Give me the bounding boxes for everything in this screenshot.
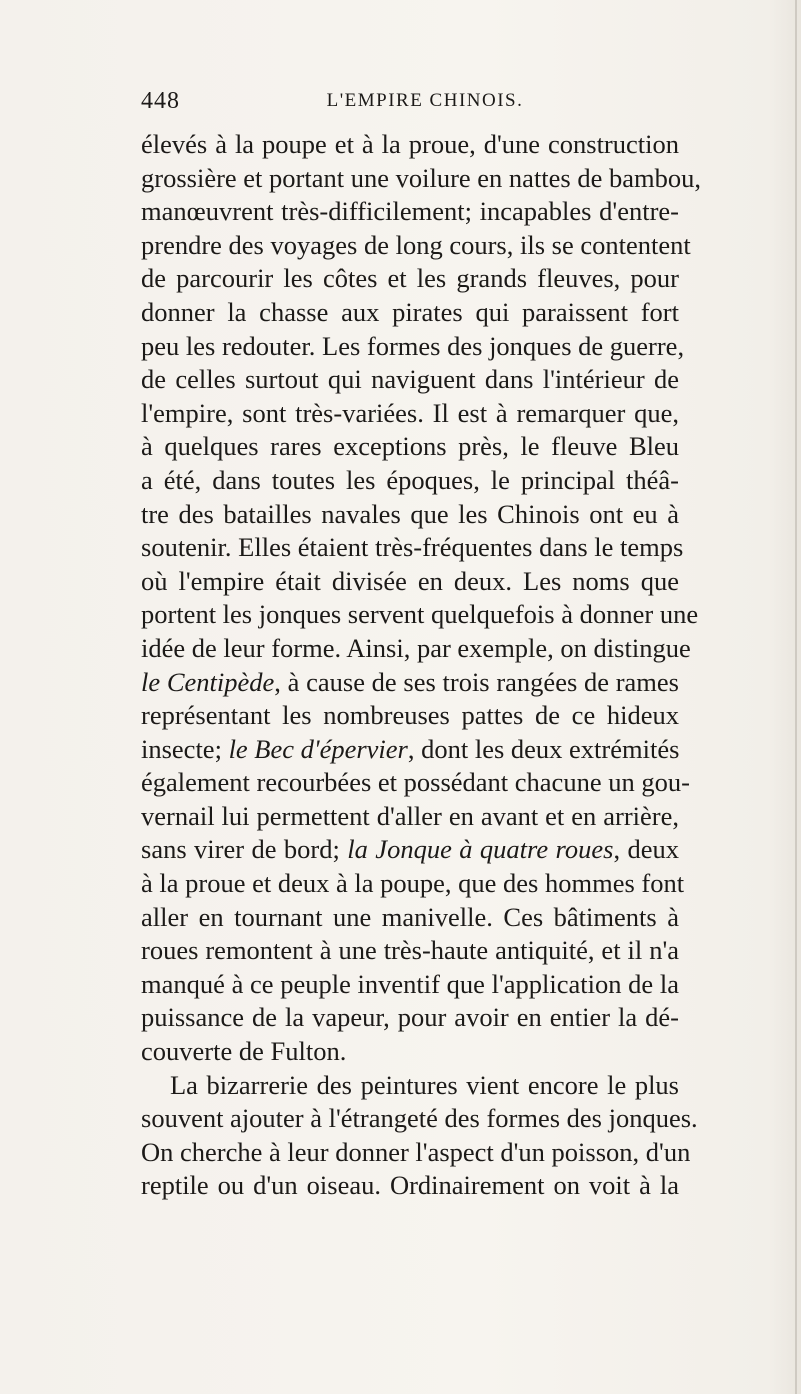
text-line: donner la chasse aux pirates qui paraissent fort <box>141 296 679 327</box>
text-line: où l'empire était divisée en deux. Les noms que <box>141 565 679 596</box>
text-line: grossière et portant une voilure en nattes de bambou, <box>141 162 702 193</box>
text-line: de parcourir les côtes et les grands fleuves, pour <box>141 263 679 294</box>
text-line: manœuvrent très-difficilement; incapables d'entre- <box>141 196 679 227</box>
text-line: également recourbées et possédant chacune un gou- <box>141 767 690 798</box>
ship-name-centipede: le Centipède <box>141 666 275 697</box>
running-head: L'EMPIRE CHINOIS. <box>326 90 524 111</box>
text-line: élevés à la poupe et à la proue, d'une construction <box>141 129 679 159</box>
text-line: à quelques rares exceptions près, le fleuve Bleu <box>141 431 679 462</box>
paragraph-start: La bizarrerie des peintures vient encore le plus <box>170 1069 679 1100</box>
text-line: prendre des voyages de long cours, ils se contentent <box>141 229 691 260</box>
text-line: à la proue et deux à la poupe, que des hommes font <box>141 868 685 899</box>
text-line <box>141 666 679 700</box>
text-line: a été, dans toutes les époques, le principal théâ- <box>141 464 679 495</box>
text-segment: , dont les deux extrémités <box>407 733 680 764</box>
text-line <box>141 833 679 867</box>
text-line: tre des batailles navales que les Chinois ont eu à <box>141 498 679 529</box>
text-line: peu les redouter. Les formes des jonques de guerre, <box>141 330 685 361</box>
text-line <box>141 733 679 767</box>
text-line: l'empire, sont très-variées. Il est à remarquer que, <box>141 397 679 428</box>
text-segment: sans virer de bord; <box>141 834 348 865</box>
text-segment: insecte; <box>141 733 229 764</box>
text-line: vernail lui permettent d'aller en avant et en arrière, <box>141 800 679 831</box>
text-line: de celles surtout qui naviguent dans l'intérieur de <box>141 364 679 395</box>
text-line: reptile ou d'un oiseau. Ordinairement on voit à la <box>141 1170 679 1201</box>
text-line: roues remontent à une très-haute antiquité, et il n'a <box>141 935 679 966</box>
text-line: On cherche à leur donner l'aspect d'un poisson, d'un <box>141 1136 691 1167</box>
text-line: puissance de la vapeur, pour avoir en entier la dé- <box>141 1002 679 1033</box>
text-line: soutenir. Elles étaient très-fréquentes dans le temps <box>141 532 684 563</box>
ship-name-bec-epervier: le Bec d'épervier <box>228 733 408 764</box>
text-line: souvent ajouter à l'étrangeté des formes des jonques. <box>141 1103 698 1134</box>
text-line: représentant les nombreuses pattes de ce hideux <box>141 700 679 731</box>
text-line: portent les jonques servent quelquefois à donner une <box>141 599 699 630</box>
text-segment: , deux <box>613 834 679 865</box>
page-number: 448 <box>141 88 180 114</box>
text-line: idée de leur forme. Ainsi, par exemple, on distingue <box>141 632 691 663</box>
body-text <box>141 128 702 1203</box>
ship-name-jonque-quatre-roues: la Jonque à quatre roues <box>347 834 614 865</box>
text-line: couverte de Fulton. <box>141 1036 347 1067</box>
page-edge <box>795 0 797 1394</box>
text-segment: , à cause de ses trois rangées de rames <box>274 666 679 697</box>
page-header <box>141 88 679 118</box>
text-line: manqué à ce peuple inventif que l'application de la <box>141 968 679 999</box>
text-line: aller en tournant une manivelle. Ces bâtiments à <box>141 901 679 932</box>
